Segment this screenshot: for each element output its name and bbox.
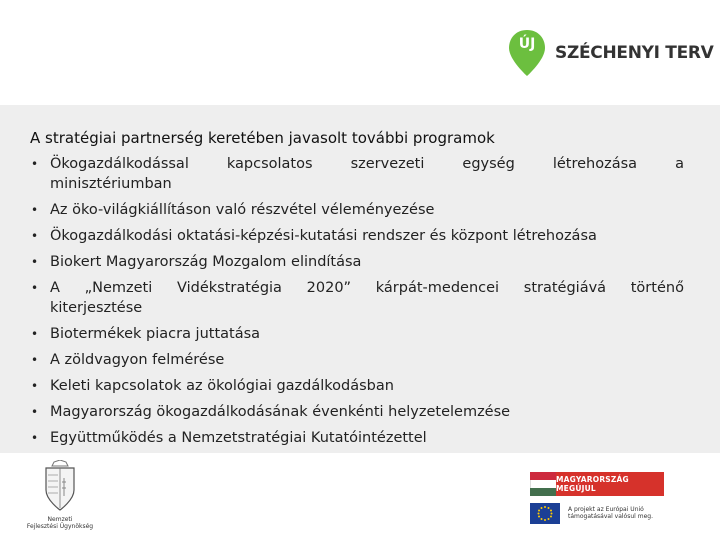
program-list: [30, 154, 684, 454]
badge-label: MAGYARORSZÁG MEGÚJUL: [556, 472, 664, 496]
footer: [0, 453, 720, 540]
logo-text: SZÉCHENYI TERV: [555, 43, 714, 63]
bullet-icon: •: [31, 405, 39, 419]
list-item: [30, 154, 684, 194]
hungarian-flag-icon: [530, 472, 556, 496]
eu-support-text: A projekt az Európai Unió támogatásával valósul meg.: [568, 506, 653, 520]
list-item: • Keleti kapcsolatok az ökológiai gazdálkodásban: [31, 378, 394, 394]
page-title: A stratégiai partnerség keretében javasolt további programok: [30, 129, 495, 147]
bullet-icon: •: [31, 327, 39, 341]
list-item: • A zöldvagyon felmérése: [31, 352, 225, 368]
map-pin-icon: [507, 28, 547, 78]
header: [0, 0, 720, 105]
bullet-icon: •: [31, 255, 39, 269]
nfu-logo: Nemzeti Fejlesztési Ügynökség: [24, 460, 96, 530]
bullet-icon: •: [31, 353, 39, 367]
list-item: • Biotermékek piacra juttatása: [31, 326, 261, 342]
bullet-icon: •: [31, 157, 39, 171]
list-item: • Az öko-világkiállításon való részvétel véleményezése: [31, 202, 435, 218]
coat-of-arms-icon: [42, 460, 78, 512]
bullet-icon: •: [31, 203, 39, 217]
list-item: [30, 278, 684, 318]
justified-line: Ökogazdálkodással kapcsolatos szervezeti egység létrehozása a: [50, 156, 684, 172]
bullet-icon: •: [31, 229, 39, 243]
logo-mark: ÚJ: [518, 36, 536, 52]
bullet-icon: •: [31, 281, 39, 295]
eu-flag-icon: [530, 503, 560, 524]
list-item-line2: kiterjesztése: [50, 300, 143, 316]
list-item: • Együttműködés a Nemzetstratégiai Kutatóintézettel: [31, 430, 427, 446]
magyarorszag-megujul-badge: [530, 472, 664, 496]
list-item: • Magyarország ökogazdálkodásának évenkénti helyzetelemzése: [31, 404, 511, 420]
list-item: • Ökogazdálkodási oktatási-képzési-kutatási rendszer és központ létrehozása: [31, 228, 597, 244]
eu-support-logo: [530, 502, 664, 524]
list-item: • Biokert Magyarország Mozgalom elindítása: [31, 254, 362, 270]
list-item-line2: minisztériumban: [50, 176, 172, 192]
szechenyi-terv-logo: [507, 28, 714, 78]
bullet-icon: •: [31, 379, 39, 393]
justified-line: A „Nemzeti Vidékstratégia 2020” kárpát-medencei stratégiává történő: [50, 280, 684, 296]
bullet-icon: •: [31, 431, 39, 445]
